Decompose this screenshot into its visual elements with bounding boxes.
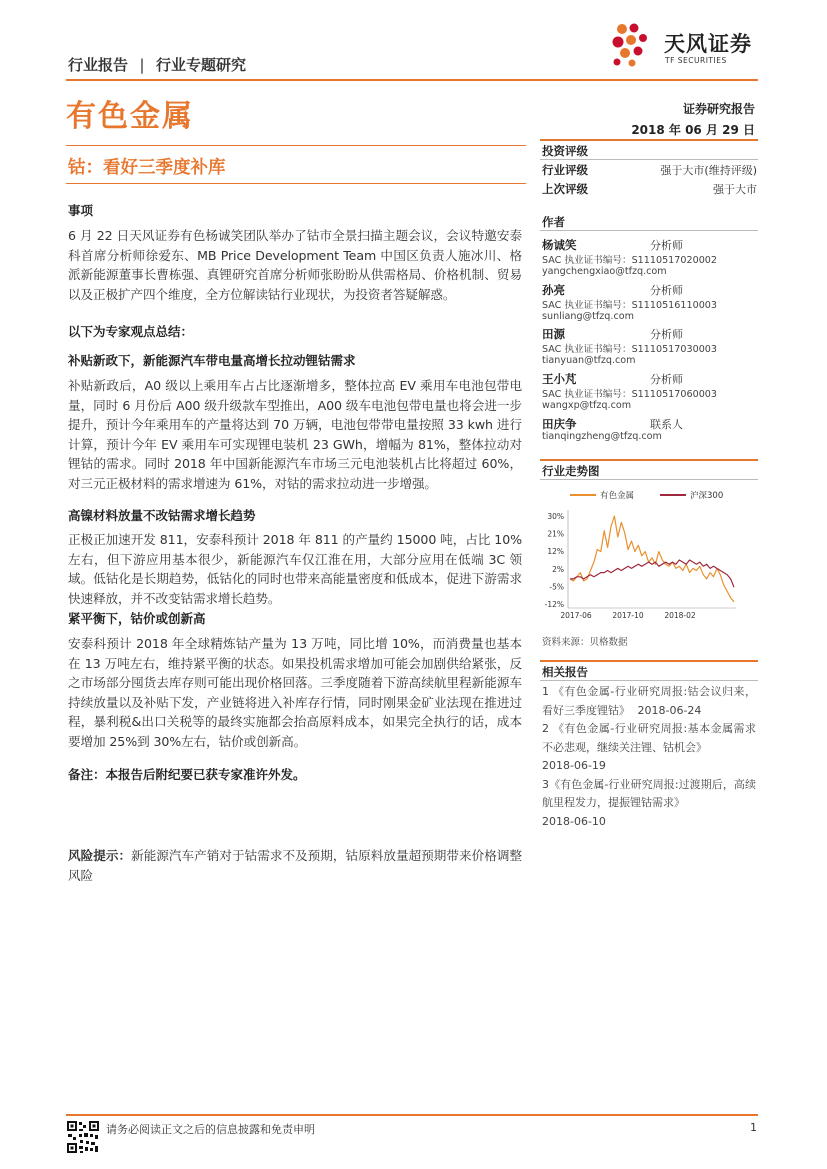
y-tick-label: 21% <box>547 529 564 539</box>
author-name: 田庆争 <box>542 417 577 431</box>
author-name: 王小芃 <box>542 372 577 386</box>
y-tick-label: -5% <box>549 582 564 592</box>
related-report-title[interactable]: 3《有色金属-行业研究周报:过渡期后，高续航里程发力，提振锂钴需求》 <box>542 777 756 809</box>
legend-label-sector: 有色金属 <box>600 491 635 501</box>
related-report-date: 2018-06-19 <box>542 759 606 772</box>
logo-mark-icon <box>608 20 656 68</box>
risk-text: 新能源汽车产销对于钴需求不及预期，钴原料放量超预期带来价格调整风险 <box>68 848 522 883</box>
breadcrumb-item-topic: 行业专题研究 <box>155 56 246 74</box>
page-title: 钴：看好三季度补库 <box>68 158 226 178</box>
note: 备注：本报告后附纪要已获专家准许外发。 <box>68 767 306 782</box>
author-name: 孙亮 <box>542 283 565 297</box>
report-type: 证券研究报告 <box>682 102 755 116</box>
related-report-title[interactable]: 1 《有色金属-行业研究周报:钴会议归来，看好三季度锂钴》 <box>542 685 756 717</box>
last-rating-label: 上次评级 <box>542 182 588 196</box>
risk-label: 风险提示： <box>68 848 132 863</box>
author-role: 分析师 <box>650 239 683 252</box>
section-heading-price: 紧平衡下，钴价或创新高 <box>68 611 206 626</box>
author-cert: SAC 执业证书编号：S1110517060003 <box>542 389 718 400</box>
related-heading: 相关报告 <box>542 665 588 679</box>
author-cert: SAC 执业证书编号：S1110517020002 <box>542 255 718 266</box>
page-number: 1 <box>750 1121 757 1134</box>
brand-name-cn: 天风证券 <box>664 32 752 56</box>
author-role: 分析师 <box>650 328 683 341</box>
breadcrumb-item-report: 行业报告 <box>68 56 129 74</box>
author-role: 联系人 <box>650 418 683 431</box>
author-email[interactable]: wangxp@tfzq.com <box>542 400 632 411</box>
author-cert: SAC 执业证书编号：S1110517030003 <box>542 344 718 355</box>
x-tick-label: 2017-10 <box>612 611 644 620</box>
section-heading-event: 事项 <box>68 203 94 218</box>
y-tick-label: 2% <box>552 564 564 574</box>
rating-rule <box>540 139 758 141</box>
paragraph-ev-demand: 补贴新政后，A0 级以上乘用车占占比逐渐增多，整体拉高 EV 乘用车电池包带电量，同时 6 月份后 A00 级升级款车型推出，A00 级车电池包带电量也将会进一步提升，预计今年乘用车的产量将达到 70 万辆，电池包带带电量按照 33 kwh 进行计算，预计今年 EV 乘用车可实现锂电装机 23 GWh，增幅为 81%，整体拉动对锂钴的需求。同时 2018 年中国新能源汽车市场三元电池装机占比将超过 60%，对三元正极材料的需求增速为 61%，对钴的需求拉动进一步增强。 <box>68 378 522 491</box>
legend-label-index: 沪深300 <box>690 491 724 501</box>
trend-chart <box>540 484 758 624</box>
y-tick-label: -12% <box>544 600 564 609</box>
author-role: 分析师 <box>650 284 683 297</box>
trend-heading-underline <box>540 479 758 480</box>
footer-rule <box>66 1114 758 1116</box>
related-report-item[interactable] <box>542 776 756 813</box>
industry-rating-label: 行业评级 <box>542 163 588 177</box>
author-cert: SAC 执业证书编号：S1110516110003 <box>542 300 718 311</box>
author-email[interactable]: yangchengxiao@tfzq.com <box>542 266 667 277</box>
author-email[interactable]: sunliang@tfzq.com <box>542 311 634 322</box>
related-report-title[interactable]: 2 《有色金属-行业研究周报:基本金属需求不必悲观，继续关注锂、钴机会》 <box>542 722 756 754</box>
author-name: 杨诚笑 <box>542 238 577 252</box>
breadcrumb <box>68 54 246 75</box>
industry-rating-value: 强于大市(维持评级) <box>660 164 757 177</box>
brand-name-en: TF SECURITIES <box>665 56 727 65</box>
author-role: 分析师 <box>650 373 683 386</box>
rating-heading-underline <box>540 159 758 160</box>
trend-rule <box>540 459 758 461</box>
related-report-item[interactable] <box>542 720 756 757</box>
paragraph-price: 安泰科预计 2018 年全球精炼钴产量为 13 万吨，同比增 10%，而消费量也基本在 13 万吨左右，维持紧平衡的状态。如果投机需求增加可能会加剧供给紧张，反之市场部分囤货去库存则可能出现价格回落。三季度随着下游高续航里程新能源车持续放量以及补贴下发，产业链将进入补库存行情，同时刚果金矿业法现在推进过程，暴利税&出口关税等的最终实施都会抬高原料成本，如果完全执行的话，成本要增加 25%到 30%左右，钴价或创新高。 <box>68 636 522 749</box>
risk-warning <box>68 846 522 885</box>
related-report-item[interactable] <box>542 683 756 720</box>
related-rule <box>540 660 758 662</box>
y-tick-label: 12% <box>547 547 564 557</box>
authors-heading: 作者 <box>542 215 565 229</box>
last-rating-value: 强于大市 <box>713 183 757 196</box>
section-heading-summary: 以下为专家观点总结： <box>68 324 194 339</box>
paragraph-event: 6 月 22 日天风证券有色杨诚笑团队举办了钴市全景扫描主题会议，会议特邀安泰科首席分析师徐爱东、MB Price Development Team 中国区负责人施冰川、格派新能源董事长曹栋强、真锂研究首席分析师张盼盼从供需格局、价格机制、贸易以及正极扩产四个维度，全方位解读钴行业现状，为投资者答疑解惑。 <box>68 228 522 302</box>
qr-code-icon <box>66 1120 100 1154</box>
author-email[interactable]: tianyuan@tfzq.com <box>542 355 636 366</box>
authors-heading-underline <box>540 230 758 231</box>
section-heading-high-nickel: 高镍材料放量不改钴需求增长趋势 <box>68 508 256 523</box>
trend-source: 资料来源：贝格数据 <box>542 637 628 648</box>
report-date: 2018 年 06 月 29 日 <box>631 123 755 137</box>
paragraph-high-nickel: 正极正加速开发 811，安泰科预计 2018 年 811 的产量约 15000 吨，占比 10%左右，但下游应用基本很少，新能源汽车仅江淮在用，大部分应用在低端 3C 领域。低钴化是长期趋势，低钴化的同时也带来高能量密度和低成本，促进下游需求快速释放，并不改变钴需求增长趋势。 <box>68 532 522 606</box>
footer-disclaimer[interactable]: 请务必阅读正文之后的信息披露和免责申明 <box>106 1123 315 1136</box>
x-tick-label: 2018-02 <box>664 611 696 620</box>
related-heading-underline <box>540 680 758 681</box>
section-heading-ev-demand: 补贴新政下，新能源汽车带电量高增长拉动锂钴需求 <box>68 353 356 368</box>
y-tick-label: 30% <box>547 512 564 521</box>
title-rule <box>66 145 526 146</box>
breadcrumb-separator: | <box>139 56 145 74</box>
x-tick-label: 2017-06 <box>560 611 592 620</box>
author-name: 田源 <box>542 327 565 341</box>
trend-heading: 行业走势图 <box>542 464 600 478</box>
sector-title: 有色金属 <box>66 99 194 134</box>
header-rule <box>66 79 758 81</box>
related-report-date: 2018-06-10 <box>542 814 606 828</box>
related-report-list <box>542 683 756 831</box>
series-line-sector <box>570 516 734 602</box>
brand-logo <box>608 20 768 70</box>
title-rule-bottom <box>66 183 526 184</box>
related-report-date: 2018-06-24 <box>637 703 702 717</box>
author-email[interactable]: tianqingzheng@tfzq.com <box>542 431 662 442</box>
rating-heading: 投资评级 <box>542 144 588 158</box>
